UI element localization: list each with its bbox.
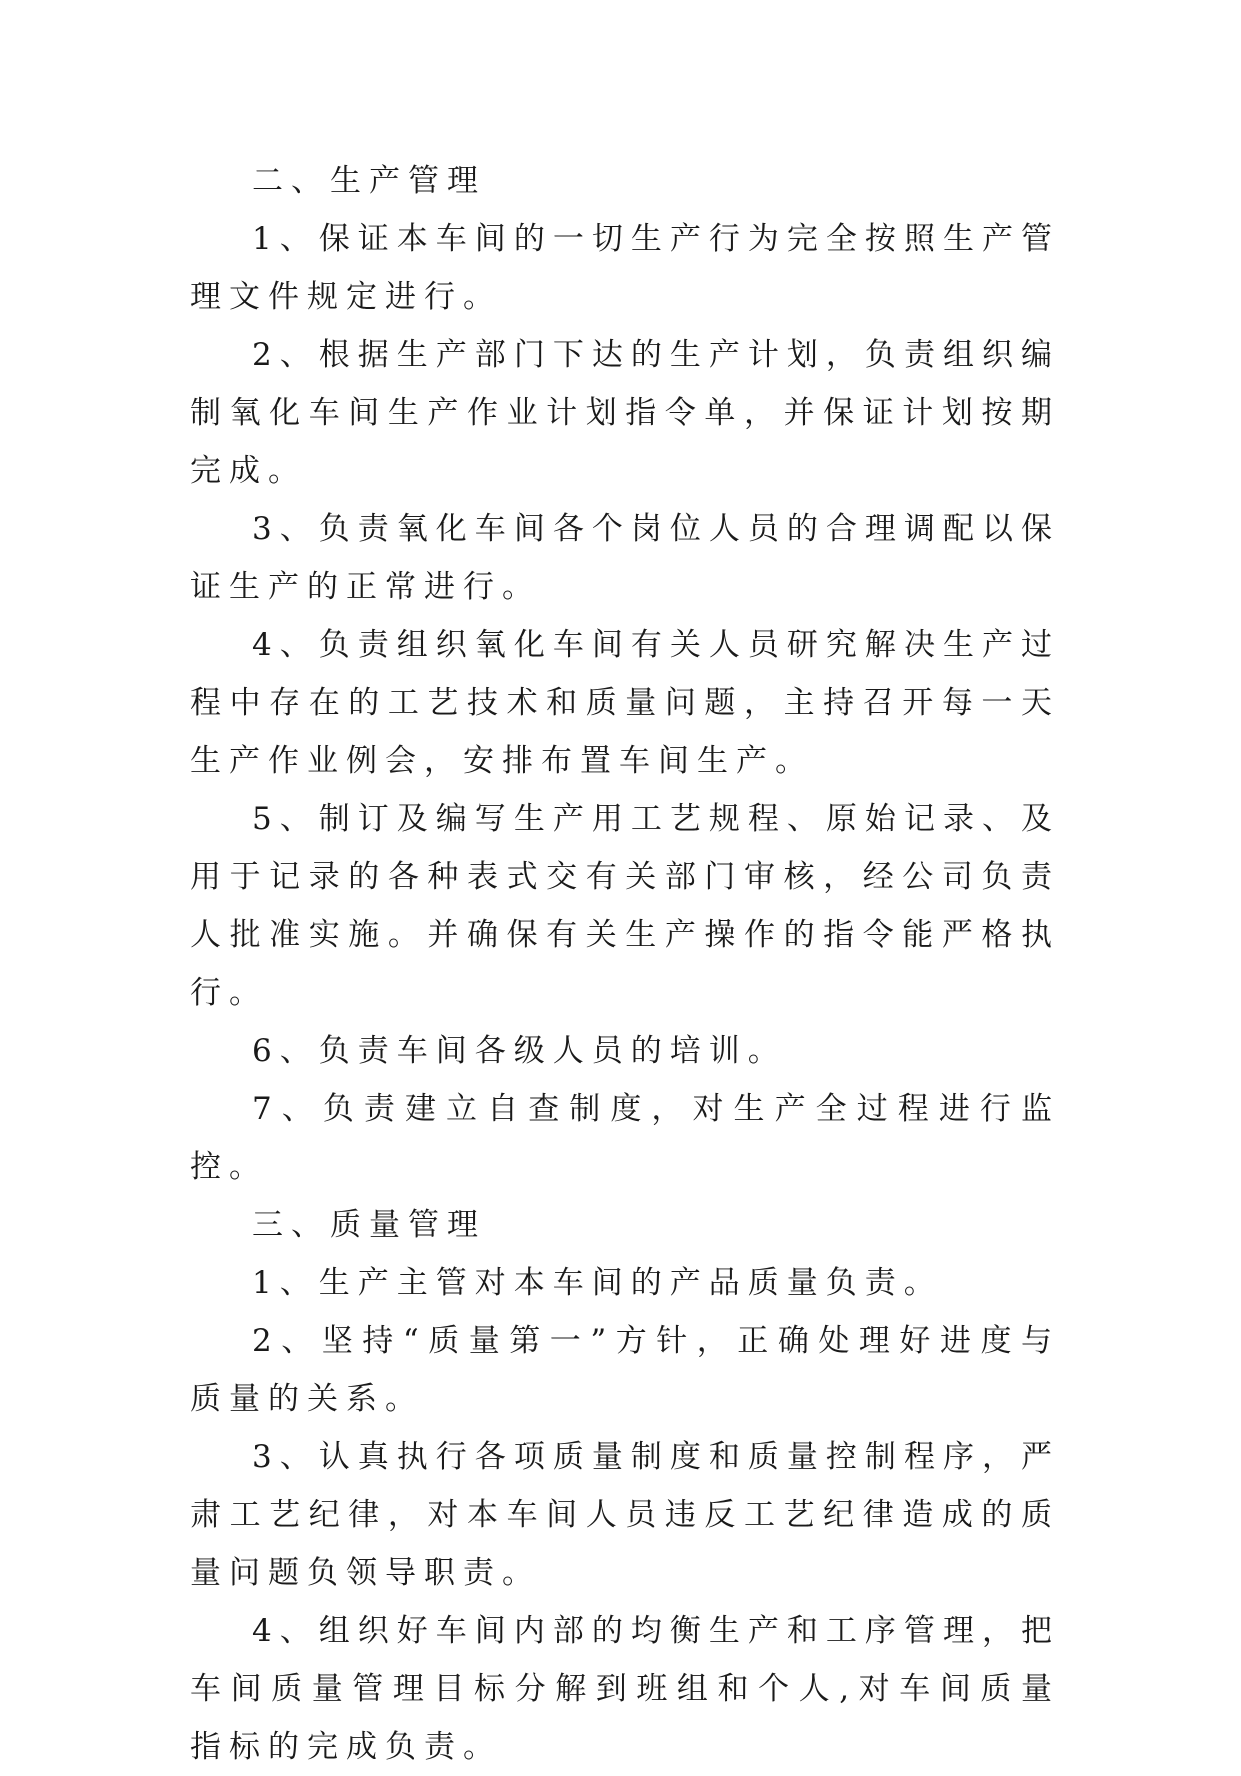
- production-item-1: 1、保证本车间的一切生产行为完全按照生产管理文件规定进行。: [190, 221, 1060, 315]
- quality-item-2: 2、坚持“质量第一”方针，正确处理好进度与质量的关系。: [190, 1323, 1060, 1417]
- section-heading-production: 二、生产管理: [252, 163, 486, 199]
- section-heading-quality: 三、质量管理: [252, 1207, 486, 1243]
- production-item-5: 5、制订及编写生产用工艺规程、原始记录、及用于记录的各种表式交有关部门审核，经公司负责人批准实施。并确保有关生产操作的指令能严格执行。: [190, 801, 1060, 1011]
- document-body: [190, 152, 1060, 1776]
- production-item-6: 6、负责车间各级人员的培训。: [252, 1033, 787, 1069]
- quality-item-1: 1、生产主管对本车间的产品质量负责。: [252, 1265, 943, 1301]
- production-item-3: 3、负责氧化车间各个岗位人员的合理调配以保证生产的正常进行。: [190, 511, 1060, 605]
- production-item-4: 4、负责组织氧化车间有关人员研究解决生产过程中存在的工艺技术和质量问题，主持召开每一天生产作业例会，安排布置车间生产。: [190, 627, 1060, 779]
- production-item-7: 7、负责建立自查制度，对生产全过程进行监控。: [190, 1091, 1060, 1185]
- quality-item-4: 4、组织好车间内部的均衡生产和工序管理，把车间质量管理目标分解到班组和个人,对车间质量指标的完成负责。: [190, 1613, 1060, 1765]
- quality-item-3: 3、认真执行各项质量制度和质量控制程序，严肃工艺纪律，对本车间人员违反工艺纪律造成的质量问题负领导职责。: [190, 1439, 1060, 1591]
- production-item-2: 2、根据生产部门下达的生产计划，负责组织编制氧化车间生产作业计划指令单，并保证计划按期完成。: [190, 337, 1060, 489]
